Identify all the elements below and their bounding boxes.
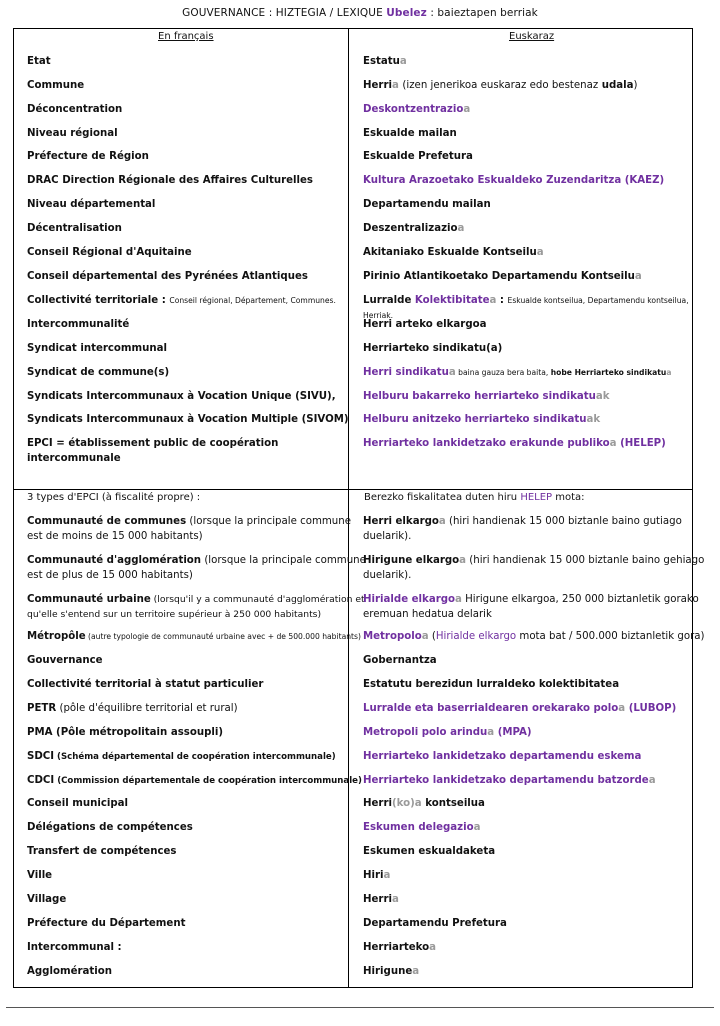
column-header-fr: En français <box>158 31 214 42</box>
header-ubelez: Ubelez <box>386 7 427 19</box>
column-divider <box>348 28 349 988</box>
term-eu: Eskumen eskualdaketa <box>363 846 496 857</box>
term-eu: Akitaniako Eskualde Kontseilua <box>363 247 544 258</box>
term-eu: Helburu anitzeko herriarteko sindikatuak <box>363 414 601 425</box>
section-divider <box>13 489 693 490</box>
term-eu: Herri sindikatua baina gauza bera baita, hobe Herriarteko sindikatua <box>363 367 672 378</box>
term-fr: Etat <box>27 56 51 67</box>
term-eu: Estatua <box>363 56 407 67</box>
page-header <box>0 7 720 19</box>
term-eu: Herriarteko lankidetzako departamendu eskema <box>363 751 642 762</box>
term-fr: Décentralisation <box>27 223 122 234</box>
header-note: : baieztapen berriak <box>430 7 538 19</box>
term-fr: Commune <box>27 80 85 91</box>
term-eu: Estatutu berezidun lurraldeko kolektibitatea <box>363 679 620 690</box>
term-eu: Herriarteko sindikatu(a) <box>363 343 503 354</box>
term-fr: Délégations de compétences <box>27 822 193 833</box>
term-eu: Herriartekoa <box>363 942 437 953</box>
term-fr: Intercommunalité <box>27 319 130 330</box>
term-eu: Metropoli polo arindua (MPA) <box>363 727 532 738</box>
term-fr: Conseil municipal <box>27 798 129 809</box>
term-fr: Conseil départemental des Pyrénées Atlantiques <box>27 271 308 282</box>
term-fr: Ville <box>27 870 53 881</box>
term-fr: CDCI (Commission départementale de coopération intercommunale) <box>27 775 362 786</box>
term-eu: Deskontzentrazioa <box>363 104 471 115</box>
header-title: GOUVERNANCE : HIZTEGIA / LEXIQUE <box>182 7 383 19</box>
term-fr: Syndicats Intercommunaux à Vocation Unique (SIVU), <box>27 391 336 402</box>
term-eu: Lurralde Kolektibitatea : Eskualde kontseilua, Departamendu kontseilua, Herriak. <box>363 295 689 320</box>
term-eu: Eskumen delegazioa <box>363 822 481 833</box>
section2-header-eu: Berezko fiskalitatea duten hiru HELEP mota: <box>364 492 585 503</box>
term-eu: Herriarteko lankidetzako erakunde publikoa (HELEP) <box>363 438 666 449</box>
term-fr: PMA (Pôle métropolitain assoupli) <box>27 727 224 738</box>
term-eu: Herri elkargoa (hiri handienak 15 000 biztanle baino gutiago duelarik). <box>363 516 682 542</box>
column-header-eu: Euskaraz <box>509 31 555 42</box>
term-fr: EPCI = établissement public de coopération intercommunale <box>27 438 279 464</box>
footer-rule <box>6 1007 714 1008</box>
term-fr: Gouvernance <box>27 655 103 666</box>
term-eu: Herriarteko lankidetzako departamendu batzordea <box>363 775 656 786</box>
term-eu: Departamendu mailan <box>363 199 491 210</box>
term-eu: Departamendu Prefetura <box>363 918 507 929</box>
term-fr: Collectivité territorial à statut particulier <box>27 679 264 690</box>
term-eu: Kultura Arazoetako Eskualdeko Zuzendaritza (KAEZ) <box>363 175 665 186</box>
term-fr: Communauté de communes (lorsque la principale commune est de moins de 15 000 habitants) <box>27 516 351 542</box>
term-eu: Hirialde elkargoa Hirigune elkargoa, 250 000 biztanletik gorako eremuan hedatua delarik <box>363 594 699 620</box>
term-fr: SDCI (Schéma départemental de coopération intercommunale) <box>27 751 336 762</box>
term-fr: PETR (pôle d'équilibre territorial et rural) <box>27 703 238 714</box>
term-fr: Intercommunal : <box>27 942 122 953</box>
term-eu: Herri(ko)a kontseilua <box>363 798 485 809</box>
term-eu: Hirigunea <box>363 966 420 977</box>
term-eu: Pirinio Atlantikoetako Departamendu Kontseilua <box>363 271 642 282</box>
term-fr: Syndicats Intercommunaux à Vocation Multiple (SIVOM) <box>27 414 349 425</box>
term-fr: Déconcentration <box>27 104 123 115</box>
term-eu: Gobernantza <box>363 655 437 666</box>
term-fr: Communauté urbaine (lorsqu'il y a communauté d'agglomération et qu'elle s'entend sur un territoire supérieur à 250 000 habitants) <box>27 594 365 620</box>
term-fr: Métropôle (autre typologie de communauté urbaine avec + de 500.000 habitants) <box>27 631 361 642</box>
term-eu: Herria <box>363 894 399 905</box>
term-fr: DRAC Direction Régionale des Affaires Culturelles <box>27 175 313 186</box>
term-eu: Eskualde mailan <box>363 128 457 139</box>
term-fr: Niveau régional <box>27 128 118 139</box>
term-eu: Metropoloa (Hirialde elkargo mota bat / 500.000 biztanletik gora) <box>363 631 705 642</box>
term-eu: Hiria <box>363 870 391 881</box>
term-fr: Communauté d'agglomération (lorsque la principale commune est de plus de 15 000 habitants) <box>27 555 366 581</box>
term-fr: Conseil Régional d'Aquitaine <box>27 247 192 258</box>
term-fr: Agglomération <box>27 966 112 977</box>
term-eu: Hirigune elkargoa (hiri handienak 15 000 biztanle baino gehiago duelarik). <box>363 555 705 581</box>
term-fr: Transfert de compétences <box>27 846 177 857</box>
term-eu: Deszentralizazioa <box>363 223 465 234</box>
section2-header-fr: 3 types d'EPCI (à fiscalité propre) : <box>27 492 201 503</box>
term-eu: Eskualde Prefetura <box>363 151 473 162</box>
term-eu: Herria (izen jenerikoa euskaraz edo bestenaz udala) <box>363 80 638 91</box>
term-fr: Préfecture du Département <box>27 918 186 929</box>
term-fr: Village <box>27 894 67 905</box>
term-fr: Syndicat intercommunal <box>27 343 168 354</box>
term-fr: Préfecture de Région <box>27 151 149 162</box>
term-fr: Syndicat de commune(s) <box>27 367 170 378</box>
term-fr: Niveau départemental <box>27 199 156 210</box>
term-eu: Lurralde eta baserrialdearen orekarako poloa (LUBOP) <box>363 703 677 714</box>
term-eu: Helburu bakarreko herriarteko sindikatuak <box>363 391 610 402</box>
term-eu: Herri arteko elkargoa <box>363 319 487 330</box>
term-fr: Collectivité territoriale : Conseil régional, Département, Communes. <box>27 295 336 306</box>
